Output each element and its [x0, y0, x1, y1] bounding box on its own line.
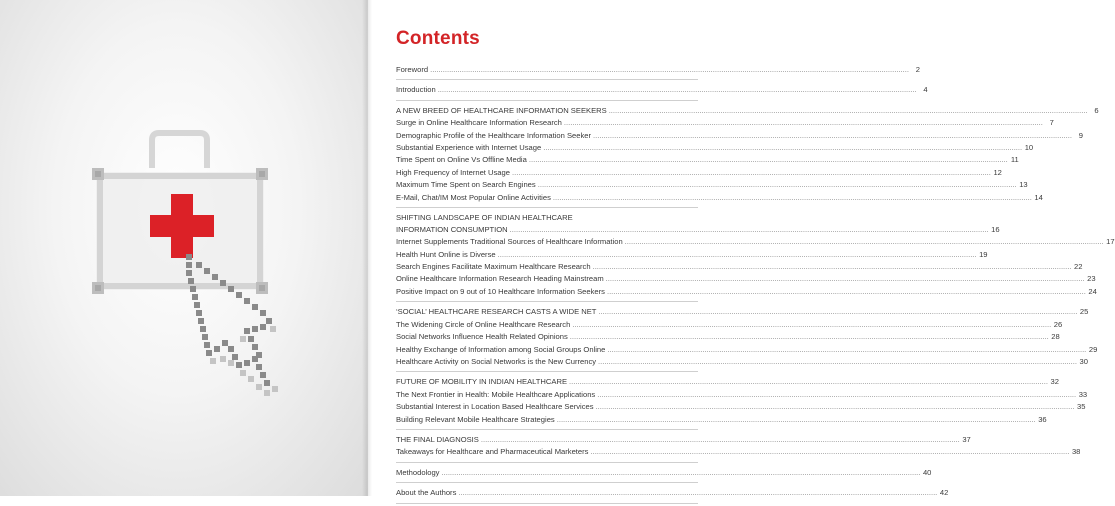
toc-page-number: 42 [939, 488, 949, 498]
toc-entry[interactable] [396, 319, 1063, 331]
toc-page-number: 7 [1049, 118, 1054, 128]
toc-dot-leader [557, 414, 1036, 426]
toc-entry[interactable] [396, 273, 1096, 285]
toc-entry[interactable] [396, 192, 1043, 204]
toc-entry[interactable] [396, 434, 971, 446]
toc-section [396, 82, 928, 100]
toc-entry-title: Substantial Experience with Internet Usage [396, 143, 542, 153]
toc-page-number: 14 [1034, 192, 1043, 202]
toc-dot-leader [498, 249, 977, 261]
toc-dot-leader [438, 84, 917, 96]
toc-entry[interactable] [396, 389, 1088, 401]
toc-dot-leader [607, 344, 1086, 356]
toc-entry-title: Introduction [396, 85, 436, 95]
toc-entry-title-line: SHIFTING LANDSCAPE OF INDIAN HEALTHCARE [396, 213, 573, 223]
toc-section [396, 374, 1088, 430]
toc-entry-title: Healthy Exchange of Information among Social Groups Online [396, 344, 606, 354]
toc-page-number: 16 [991, 224, 1000, 234]
toc-page-number: 36 [1038, 414, 1047, 424]
toc-entry-title: INFORMATION CONSUMPTION [396, 224, 508, 234]
toc-page-number: 9 [1078, 130, 1083, 140]
toc-dot-leader [606, 273, 1085, 285]
toc-entry[interactable] [396, 249, 988, 261]
toc-page-number: 38 [1071, 447, 1081, 457]
toc-entry-title: Building Relevant Mobile Healthcare Strategies [396, 414, 555, 424]
toc-dot-leader [596, 401, 1075, 413]
toc-entry[interactable] [396, 224, 1000, 236]
toc-dot-leader [481, 434, 960, 446]
toc-entry-title: Substantial Interest in Location Based Healthcare Services [396, 402, 594, 412]
toc-entry-title: ‘SOCIAL’ HEALTHCARE RESEARCH CASTS A WIDE NET [396, 307, 597, 317]
toc-entry[interactable] [396, 84, 928, 96]
toc-entry-title: Healthcare Activity on Social Networks is the New Currency [396, 356, 597, 366]
toc-entry[interactable] [396, 286, 1097, 298]
toc-entry[interactable] [396, 117, 1054, 129]
toc-page-number: 35 [1077, 402, 1086, 412]
toc-entry-title: Social Networks Influence Health Related Opinions [396, 332, 568, 342]
contents-page [372, 0, 1115, 498]
kit-handle-icon [152, 133, 207, 168]
table-of-contents [396, 62, 1115, 506]
toc-page-number: 29 [1088, 344, 1098, 354]
toc-section [396, 103, 1099, 208]
toc-entry[interactable] [396, 487, 949, 499]
toc-dot-leader [430, 64, 909, 76]
toc-dot-leader [510, 224, 989, 236]
toc-page-number: 37 [962, 434, 971, 444]
toc-page-number: 40 [922, 467, 932, 477]
toc-dot-leader [625, 236, 1104, 248]
toc-entry-title: Online Healthcare Information Research Heading Mainstream [396, 274, 604, 284]
toc-entry[interactable] [396, 331, 1060, 343]
toc-entry[interactable] [396, 356, 1088, 368]
toc-entry[interactable] [396, 167, 1002, 179]
toc-entry[interactable] [396, 376, 1059, 388]
toc-page-number: 24 [1088, 286, 1097, 296]
toc-entry-title: About the Authors [396, 488, 457, 498]
toc-page-number: 12 [993, 167, 1002, 177]
toc-entry-title: Maximum Time Spent on Search Engines [396, 180, 536, 190]
toc-page-number: 19 [979, 249, 988, 259]
toc-entry[interactable] [396, 414, 1047, 426]
toc-dot-leader [441, 467, 920, 479]
toc-dot-leader [543, 142, 1022, 154]
toc-dot-leader [597, 389, 1076, 401]
toc-entry[interactable] [396, 306, 1089, 318]
toc-dot-leader [590, 446, 1069, 458]
toc-section [396, 432, 1081, 463]
toc-page-number: 33 [1078, 389, 1088, 399]
toc-entry-title: A NEW BREED OF HEALTHCARE INFORMATION SEEKERS [396, 105, 607, 115]
toc-entry[interactable] [396, 467, 932, 479]
toc-dot-leader [572, 319, 1051, 331]
toc-section [396, 465, 932, 483]
toc-entry-title: High Frequency of Internet Usage [396, 167, 510, 177]
toc-entry-title: Takeaways for Healthcare and Pharmaceutical Marketers [396, 447, 589, 457]
book-spine-shadow [362, 0, 372, 496]
toc-entry[interactable] [396, 142, 1034, 154]
toc-dot-leader [598, 306, 1077, 318]
toc-entry[interactable] [396, 401, 1086, 413]
toc-section [396, 210, 1115, 302]
toc-dot-leader [512, 167, 991, 179]
toc-entry[interactable] [396, 105, 1099, 117]
toc-dot-leader [593, 130, 1072, 142]
toc-dot-leader [529, 154, 1008, 166]
toc-entry-title: Foreword [396, 65, 429, 74]
toc-section [396, 62, 920, 80]
toc-entry-title: Methodology [396, 467, 440, 477]
toc-page-number: 26 [1053, 319, 1063, 329]
toc-dot-leader [564, 117, 1043, 129]
toc-page-number: 28 [1051, 332, 1060, 342]
toc-page-number: 22 [1074, 262, 1083, 272]
toc-dot-leader [569, 376, 1048, 388]
toc-entry-title: Positive Impact on 9 out of 10 Healthcare Information Seekers [396, 286, 605, 296]
toc-dot-leader [607, 286, 1086, 298]
toc-dot-leader [598, 356, 1077, 368]
toc-section [396, 304, 1098, 372]
toc-entry-title: The Widening Circle of Online Healthcare Research [396, 319, 571, 329]
toc-dot-leader [570, 331, 1049, 343]
toc-section [396, 485, 949, 503]
toc-entry-title: Health Hunt Online is Diverse [396, 249, 496, 259]
toc-dot-leader [458, 487, 937, 499]
toc-entry[interactable] [396, 64, 920, 76]
toc-entry[interactable] [396, 344, 1098, 356]
toc-page-number: 25 [1079, 307, 1089, 317]
toc-entry-title: The Next Frontier in Health: Mobile Healthcare Applications [396, 389, 596, 399]
toc-page-number: 23 [1087, 274, 1096, 284]
toc-entry-title: Internet Supplements Traditional Sources of Healthcare Information [396, 237, 623, 247]
toc-entry-title: THE FINAL DIAGNOSIS [396, 434, 479, 444]
toc-dot-leader [609, 105, 1088, 117]
cover-illustration-page [0, 0, 368, 496]
toc-page-number: 11 [1010, 155, 1019, 165]
toc-entry[interactable] [396, 179, 1028, 191]
toc-entry-title: Time Spent on Online Vs Offline Media [396, 155, 527, 165]
toc-dot-leader [593, 261, 1072, 273]
toc-page-number: 13 [1019, 180, 1028, 190]
page-title: Contents [396, 28, 480, 49]
toc-entry[interactable] [396, 236, 1115, 248]
toc-dot-leader [538, 179, 1017, 191]
illustration [0, 0, 368, 496]
toc-entry-title: E-Mail, Chat/IM Most Popular Online Activities [396, 192, 551, 202]
toc-page-number: 17 [1106, 237, 1115, 247]
toc-entry[interactable] [396, 261, 1083, 273]
toc-entry-title: Surge in Online Healthcare Information Research [396, 118, 562, 128]
toc-dot-leader [553, 192, 1032, 204]
toc-entry[interactable] [396, 446, 1081, 458]
toc-page-number: 2 [915, 65, 920, 74]
toc-page-number: 32 [1050, 377, 1059, 387]
toc-page-number: 4 [923, 85, 928, 95]
toc-page-number: 10 [1024, 143, 1034, 153]
toc-entry-title: FUTURE OF MOBILITY IN INDIAN HEALTHCARE [396, 377, 568, 387]
toc-entry-title: Search Engines Facilitate Maximum Healthcare Research [396, 262, 591, 272]
toc-page-number: 6 [1094, 105, 1099, 115]
toc-entry-title: Demographic Profile of the Healthcare Information Seeker [396, 130, 592, 140]
toc-page-number: 30 [1079, 356, 1088, 366]
toc-entry[interactable] [396, 154, 1019, 166]
toc-entry[interactable] [396, 130, 1083, 142]
